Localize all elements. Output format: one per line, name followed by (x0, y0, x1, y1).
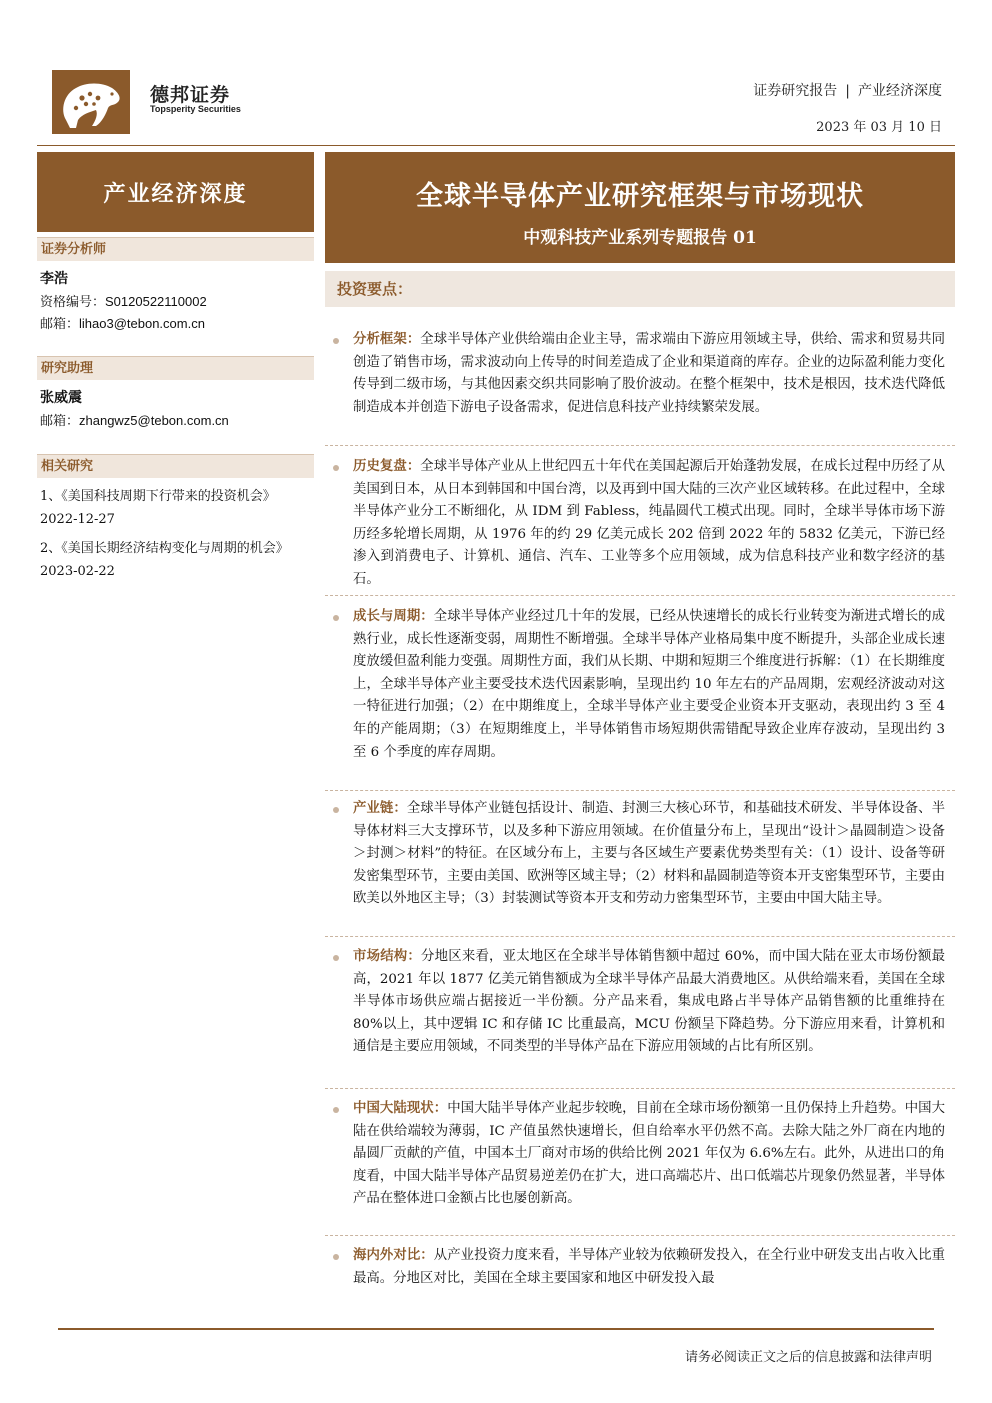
key-point (353, 328, 945, 419)
subcategory-label: 产业经济深度 (858, 83, 942, 99)
key-point-text: 全球半导体产业链包括设计、制造、封测三大核心环节，和基础技术研发、半导体设备、半导体材料三大支撑环节，以及多种下游应用领域。在价值量分布上，呈现出“设计＞晶圆制造＞设备＞封测＞材料”的特征。在区域分布上，主要与各区域生产要素优势类型有关：（1）设计、设备等研发密集型环节，主要由美国、欧洲等区域主导；（2）材料和晶圆制造等资本开支密集型环节，主要由欧美以外地区主导；（3）封装测试等资本开支和劳动力密集型环节，主要由中国大陆主导。 (353, 801, 946, 907)
bullet-icon (333, 615, 339, 621)
related-item[interactable]: 2、《美国长期经济结构变化与周期的机会》2023-02-22 (40, 541, 289, 579)
related-item[interactable]: 1、《美国科技周期下行带来的投资机会》2022-12-27 (40, 489, 276, 527)
section-divider (325, 595, 955, 596)
section-divider (325, 1088, 955, 1089)
section-divider (325, 936, 955, 937)
category-separator: | (845, 83, 850, 99)
analyst-cert: 资格编号：S0120522110002 (40, 294, 207, 309)
key-point (353, 1097, 945, 1211)
disclaimer-notice: 请务必阅读正文之后的信息披露和法律声明 (684, 1349, 932, 1364)
leopard-logo-icon (52, 70, 130, 134)
analyst-heading: 证券分析师 (37, 237, 314, 261)
key-point-text: 中国大陆半导体产业起步较晚，目前在全球市场份额第一且仍保持上升趋势。中国大陆在供给端较为薄弱，IC 产值虽然快速增长，但自给率水平仍然不高。去除大陆之外厂商在内地的晶圆厂贡献的产值，中国本土厂商对市场的供给比例 2021 年仅为 6.6%左右。此外，从进出口的角度看，中国大陆半导体产品贸易逆差仍在扩大，进口高端芯片、出口低端芯片现象仍然显著，半导体产品在整体进口金额占比也屡创新高。 (353, 1101, 946, 1207)
report-subtitle: 中观科技产业系列专题报告 01 (523, 228, 757, 248)
brand-name-en: Topsperity Securities (150, 104, 241, 114)
section-divider (325, 790, 955, 791)
left-banner: 产业经济深度 (37, 152, 314, 232)
bullet-icon (333, 465, 339, 471)
analyst-email[interactable]: 邮箱：lihao3@tebon.com.cn (40, 316, 205, 331)
key-point-lead: 市场结构： (353, 948, 422, 964)
key-point-text: 全球半导体产业经过几十年的发展，已经从快速增长的成长行业转变为渐进式增长的成熟行业，成长性逐渐变弱，周期性不断增强。全球半导体产业格局集中度不断提升，头部企业成长速度放缓但盈利能力变强。周期性方面，我们从长期、中期和短期三个维度进行拆解：（1）在长期维度上，全球半导体产业主要受技术迭代因素影响，呈现出约 10 年左右的产品周期，宏观经济波动对这一特征进行加强；（2）在中期维度上，全球半导体产业主要受企业资本开支驱动，表现出约 3 至 4 年的产能周期；（3）在短期维度上，半导体销售市场短期供需错配导致企业库存波动，呈现出约 3 至 6 个季度的库存周期。 (353, 609, 946, 760)
key-point-text: 全球半导体产业从上世纪四五十年代在美国起源后开始蓬勃发展，在成长过程中历经了从美国到日本，从日本到韩国和中国台湾，以及再到中国大陆的三次产业区域转移。在此过程中，全球半导体产业分工不断细化，从 IDM 到 Fabless，纯晶圆代工模式出现。同时，全球半导体市场下游历经多轮增长周期，从 1976 年的约 29 亿美元成长 202 倍到 2022 年的 5832 亿美元，下游已经渗入到消费电子、计算机、通信、汽车、工业等多个应用领域，成为信息科技产业和数字经济的基石。 (353, 459, 945, 587)
title-banner (325, 152, 955, 263)
bullet-icon (333, 1254, 339, 1260)
bullet-icon (333, 1107, 339, 1113)
report-title: 全球半导体产业研究框架与市场现状 (416, 181, 864, 212)
category-label: 证券研究报告 (753, 83, 838, 99)
header-divider (37, 145, 955, 146)
key-point (353, 455, 945, 592)
report-date: 2023 年 03 月 10 日 (816, 120, 942, 135)
key-point-lead: 成长与周期： (353, 608, 434, 624)
section-divider (325, 1235, 955, 1236)
key-point-lead: 海内外对比： (353, 1247, 434, 1263)
related-heading: 相关研究 (37, 454, 314, 478)
brand-name: 德邦证券 (150, 84, 231, 106)
bullet-icon (333, 807, 339, 813)
assistant-name: 张威震 (40, 389, 82, 405)
key-point-lead: 历史复盘： (353, 458, 421, 474)
bullet-icon (333, 338, 339, 344)
assistant-email[interactable]: 邮箱：zhangwz5@tebon.com.cn (40, 413, 229, 428)
bullet-icon (333, 955, 339, 961)
key-point-lead: 产业链： (353, 800, 407, 816)
key-point (353, 797, 945, 911)
section-divider (325, 445, 955, 446)
report-category (753, 80, 942, 100)
key-point-text: 从产业投资力度来看，半导体产业较为依赖研发投入，在全行业中研发支出占收入比重最高。分地区对比，美国在全球主要国家和地区中研发投入最 (353, 1248, 946, 1286)
key-point-lead: 分析框架： (353, 331, 421, 347)
footer-divider (58, 1328, 934, 1330)
key-point-lead: 中国大陆现状： (353, 1100, 448, 1116)
key-point (353, 945, 945, 1059)
assistant-heading: 研究助理 (37, 356, 314, 380)
key-points-heading: 投资要点： (325, 271, 955, 307)
key-point-text: 分地区来看，亚太地区在全球半导体销售额中超过 60%，而中国大陆在亚太市场份额最高，2021 年以 1877 亿美元销售额成为全球半导体产品最大消费地区。从供给端来看，美国在全球半导体市场供应端占据接近一半份额。分产品来看，集成电路占半导体产品销售额的比重维持在 80%以上，其中逻辑 IC 和存储 IC 比重最高，MCU 份额呈下降趋势。分下游应用来看，计算机和通信是主要应用领域，不同类型的半导体产品在下游应用领域的占比有所区别。 (353, 949, 945, 1055)
key-point-text: 全球半导体产业供给端由企业主导，需求端由下游应用领域主导，供给、需求和贸易共同创造了销售市场，需求波动向上传导的时间差造成了企业和渠道商的库存。企业的边际盈利能力变化传导到二级市场，与其他因素交织共同影响了股价波动。在整个框架中，技术是根因，技术迭代降低制造成本并创造下游电子设备需求，促进信息科技产业持续繁荣发展。 (353, 332, 945, 415)
key-point (353, 605, 945, 764)
key-point (353, 1244, 945, 1290)
analyst-name: 李浩 (40, 270, 68, 286)
